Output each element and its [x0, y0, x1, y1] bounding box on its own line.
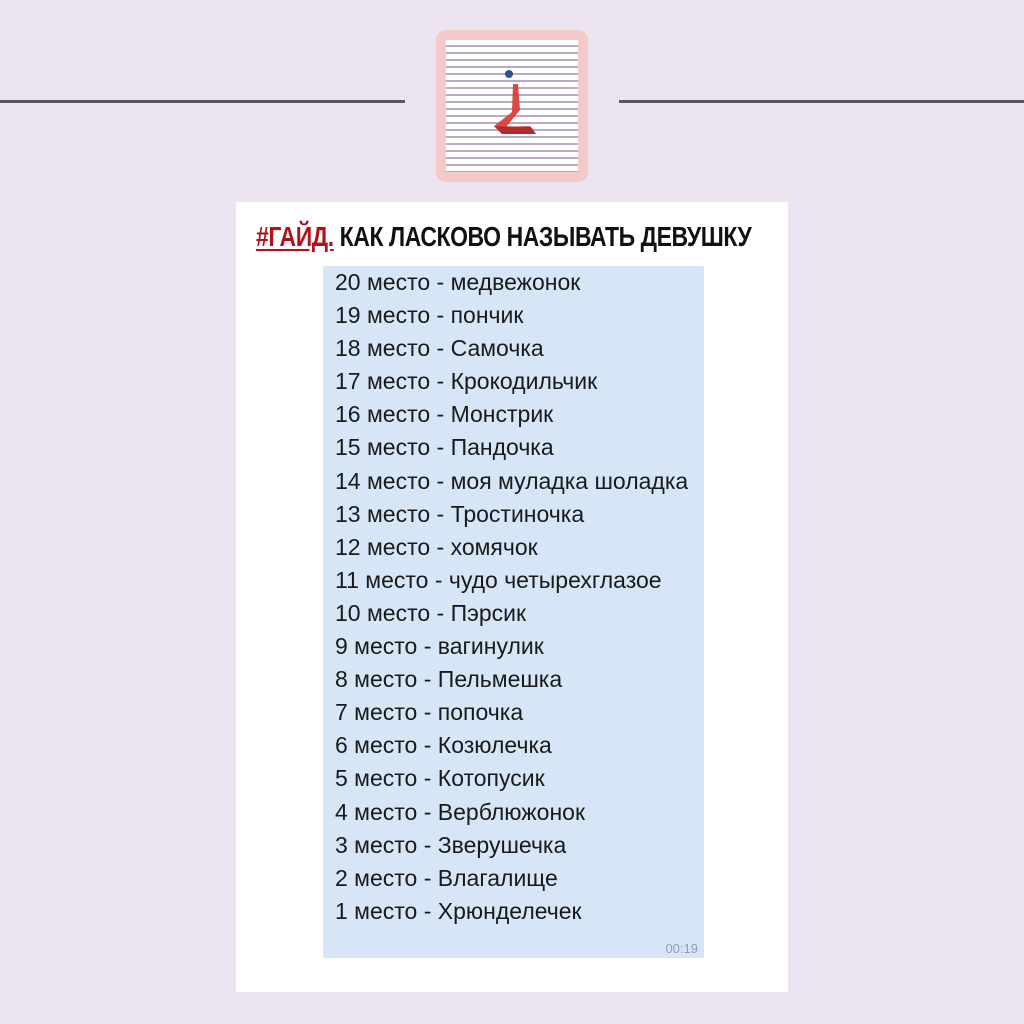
letter-i-logo-icon	[436, 30, 588, 182]
list-item: 4 место - Верблюжонок	[335, 798, 586, 825]
list-item: 18 место - Самочка	[335, 335, 544, 362]
list-item: 20 место - медвежонок	[335, 269, 581, 295]
list-item: 13 место - Тростиночка	[335, 500, 585, 527]
list-item: 3 место - Зверушечка	[335, 831, 567, 858]
list-item: 2 место - Влагалище	[335, 864, 558, 891]
logo-dot	[505, 70, 513, 78]
list-item: 10 место - Пэрсик	[335, 599, 527, 626]
message-bubble	[323, 266, 704, 958]
message-time: 00:19	[665, 941, 698, 956]
list-item: 16 место - Монстрик	[335, 401, 554, 428]
divider-left	[0, 100, 405, 103]
list-item: 1 место - Хрюнделечек	[335, 897, 582, 924]
guide-hashtag: #ГАЙД.	[256, 221, 334, 252]
list-item: 14 место - моя муладка шоладка	[335, 467, 689, 494]
list-item: 9 место - вагинулик	[335, 633, 544, 660]
logo-glyph-shadow	[494, 126, 536, 134]
list-item: 19 место - пончик	[335, 302, 524, 329]
list-item: 15 место - Пандочка	[335, 434, 554, 461]
guide-heading: КАК ЛАСКОВО НАЗЫВАТЬ ДЕВУШКУ	[333, 221, 752, 252]
list-item: 8 место - Пельмешка	[335, 666, 563, 693]
list-item: 11 место - чудо четырехглазое	[335, 566, 662, 593]
logo-tile	[436, 30, 588, 182]
list-item: 5 место - Котопусик	[335, 765, 545, 792]
list-item: 12 место - хомячок	[335, 533, 538, 560]
list-item: 6 место - Козюлечка	[335, 732, 552, 759]
divider-right	[619, 100, 1024, 103]
ranking-list	[335, 266, 700, 928]
list-item: 17 место - Крокодильчик	[335, 368, 598, 395]
guide-title	[256, 218, 752, 256]
list-item: 7 место - попочка	[335, 699, 524, 726]
